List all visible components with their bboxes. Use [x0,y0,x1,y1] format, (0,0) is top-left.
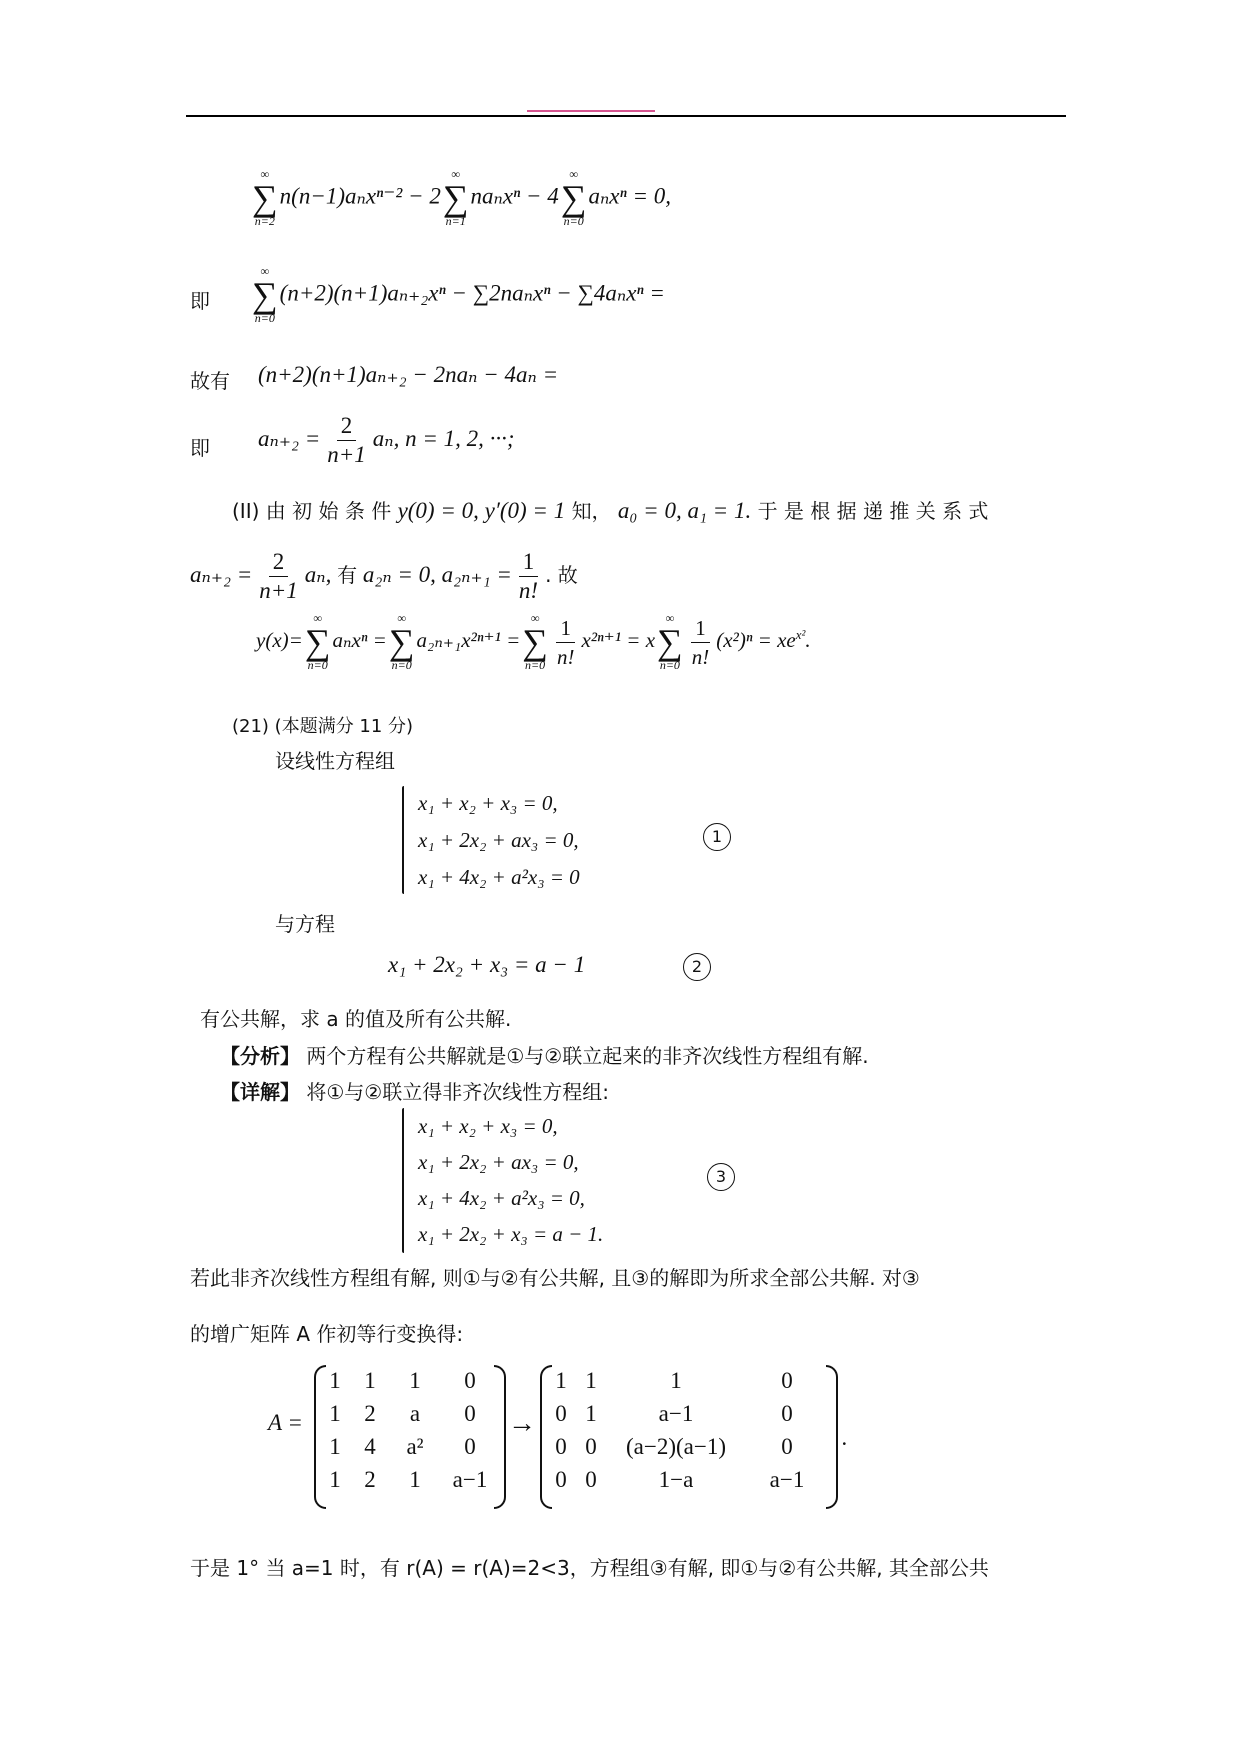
header-accent-line [527,110,655,112]
matrix-dot: . [842,1425,848,1450]
matrix-left-cell: 1 [329,1368,341,1393]
label-ji-1: 即 [190,289,210,313]
problem-and: 与方程 [275,912,335,936]
problem-question: 有公共解，求 a 的值及所有公共解. [200,1007,512,1031]
matrix-right-cell: 0 [555,1434,567,1459]
matrix-right-cell: 1 [670,1368,682,1393]
system-1-row: x₁ + 4x₂ + a²x₃ = 0 [418,865,580,889]
equation-sum-1: ∞ ∑ n=2 n(n−1)aₙxⁿ⁻² − 2 ∞ ∑ n=1 naₙxⁿ − 4 ∞ ∑ n=0 aₙxⁿ = 0, [252,167,672,228]
system-3-row: x₁ + 2x₂ + ax₃ = 0, [418,1150,579,1174]
matrix-label: A = [268,1410,303,1435]
paragraph-2: 的增广矩阵 A 作初等行变换得: [190,1322,464,1346]
matrix-left-cell: 4 [364,1434,376,1459]
equation-recurrence: aₙ₊₂ = $\frac{2}{n+1}$ aₙ, n = 1, 2, ···; [258,413,515,467]
problem-title: (21) (本题满分 11 分) [232,716,414,737]
matrix-left-cell: a² [406,1434,424,1459]
matrix-left-cell: 1 [409,1467,421,1492]
matrix-left-bracket-r [494,1365,506,1509]
label-ji-2: 即 [190,436,210,460]
system-3-brace [402,1108,404,1253]
matrix-right-cell: 0 [781,1434,793,1459]
system-3-row: x₁ + 2x₂ + x₃ = a − 1. [418,1222,604,1246]
analysis: 【分析】 两个方程有公共解就是①与②联立起来的非齐次线性方程组有解. [220,1044,869,1068]
system-3 [418,1108,603,1252]
matrix-left-cell: 1 [409,1368,421,1393]
matrix-right-cell: 0 [781,1368,793,1393]
matrix-right-cell: 1 [585,1401,597,1426]
matrix-right-cell: a−1 [769,1467,805,1492]
matrix-left-cell: a [409,1401,421,1426]
system-1-row: x₁ + 2x₂ + ax₃ = 0, [418,828,579,852]
matrix-right-cell: a−1 [658,1401,694,1426]
matrix-right-cell: (a−2)(a−1) [626,1434,726,1459]
matrix-right-cell: 0 [585,1467,597,1492]
system-3-row: x₁ + x₂ + x₃ = 0, [418,1114,558,1138]
matrix-left-cell: 0 [464,1401,476,1426]
tag-circle-3: 3 [707,1163,735,1191]
arrow-icon: → [508,1408,536,1439]
matrix-left-cell: 1 [329,1434,341,1459]
paragraph-last: 于是 1° 当 a=1 时，有 r(A) = r(A)=2<3，方程组③有解, 即①与②有公共解, 其全部公共 [190,1556,989,1580]
matrix-left-cell: 2 [364,1467,376,1492]
matrix-right-cell: 1 [555,1368,567,1393]
paragraph-1: 若此非齐次线性方程组有解, 则①与②有公共解, 且③的解即为所求全部公共解. 对③ [190,1266,920,1290]
matrix-right-cell: 1 [585,1368,597,1393]
equation-shifted-sum: ∞ ∑ n=0 (n+2)(n+1)aₙ₊₂xⁿ − ∑2naₙxⁿ − ∑4aₙxⁿ = [252,264,665,325]
detail: 【详解】 将①与②联立得非齐次线性方程组: [220,1080,609,1104]
matrix-right-cell: 0 [555,1401,567,1426]
matrix-right-cell: 0 [555,1467,567,1492]
tag-circle-2: 2 [683,953,711,981]
matrix-left-cell: 1 [329,1401,341,1426]
matrix-right-cell: 0 [781,1401,793,1426]
label-guyou: 故有 [190,369,230,393]
problem-intro: 设线性方程组 [275,749,395,773]
equation-series-solution: y(x)= ∞ ∑ n=0 aₙxⁿ = ∞ ∑ n=0 a₂ₙ₊₁x²ⁿ⁺¹ = ∞ ∑ n=0 $\frac{1}{n!}$ x²ⁿ⁺¹ = x ∞ ∑ n=0 $\frac{1}{n!}$ $(x^2)^n = xe^{x^2}$. [256,611,811,672]
matrix-left [320,1368,500,1493]
matrix-left-cell: 0 [464,1368,476,1393]
equation-coefficients: (n+2)(n+1)aₙ₊₂ − 2naₙ − 4aₙ = [258,362,559,387]
part2-line1: (II) 由 初 始 条 件 y(0) = 0, y′(0) = 1 知， a₀ = 0, a₁ = 1. 于 是 根 据 递 推 关 系 式 [232,498,989,523]
matrix-right-bracket-r [826,1365,838,1509]
matrix-left-cell: a−1 [452,1467,488,1492]
part2-line2: aₙ₊₂ = $\frac{2}{n+1}$ aₙ, 有 a₂ₙ = 0, a₂ₙ₊₁ = $\frac{1}{n!}$ . 故 [190,549,578,603]
matrix-left-cell: 1 [329,1467,341,1492]
tag-circle-1: 1 [703,823,731,851]
system-1 [418,785,580,896]
system-3-row: x₁ + 4x₂ + a²x₃ = 0, [418,1186,585,1210]
matrix-left-cell: 2 [364,1401,376,1426]
header-rule [186,115,1066,117]
matrix-right [546,1368,828,1493]
system-1-row: x₁ + x₂ + x₃ = 0, [418,791,558,815]
equation-2: x₁ + 2x₂ + x₃ = a − 1 [388,952,586,977]
matrix-left-cell: 1 [364,1368,376,1393]
system-1-brace [402,786,404,894]
matrix-left-cell: 0 [464,1434,476,1459]
matrix-right-cell: 0 [585,1434,597,1459]
matrix-right-cell: 1−a [658,1467,694,1492]
